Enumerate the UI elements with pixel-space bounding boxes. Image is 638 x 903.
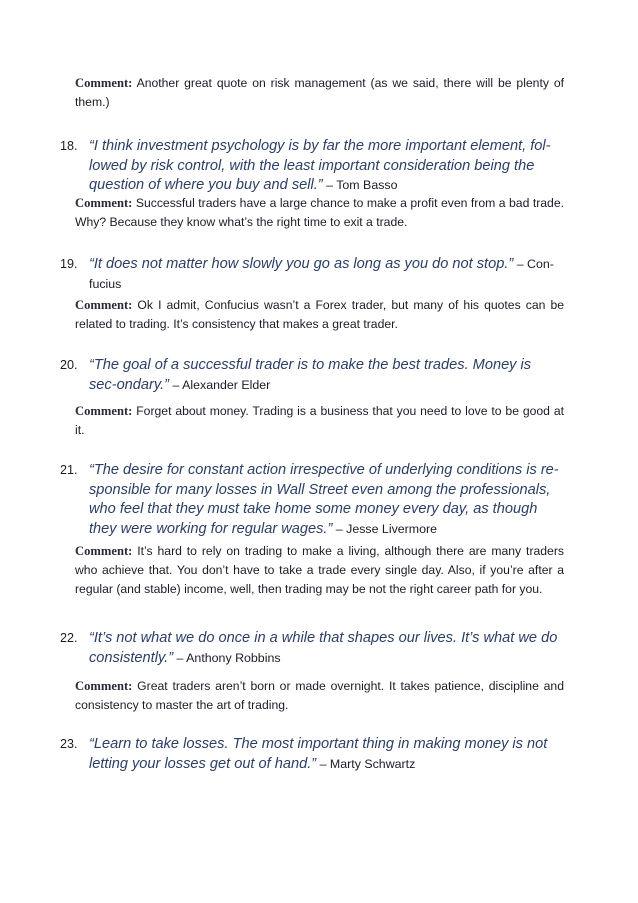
quote-item-22	[60, 629, 560, 668]
comment-text: It’s hard to rely on trading to make a living, although there are many traders who achieve that. You don’t have to take a trade every single day. Also, if you’re after a regular (and stable) income, well, then trading may be not the right career path for you.	[75, 544, 564, 596]
quote-text: “It does not matter how slowly you go as long as you do not stop.”	[89, 256, 514, 272]
quote-number: 19.	[60, 257, 78, 271]
quote-number: 23.	[60, 737, 78, 751]
quote-author: – Jesse Livermore	[332, 521, 438, 536]
quote-author: – Marty Schwartz	[316, 756, 416, 771]
quote-item-21	[60, 461, 560, 539]
quote-number: 18.	[60, 139, 78, 153]
quote-number: 22.	[60, 631, 78, 645]
quote-item-18	[60, 137, 560, 196]
comment-label: Comment:	[75, 298, 133, 312]
quote-author: – Alexander Elder	[169, 377, 271, 392]
comment-block	[75, 296, 564, 334]
quote-author: – Con-fucius	[89, 257, 554, 291]
quote-text: “Learn to take losses. The most important thing in making money is not letting your losses get out of hand.”	[89, 736, 548, 772]
comment-label: Comment:	[75, 679, 133, 693]
comment-text: Great traders aren’t born or made overnight. It takes patience, discipline and consistency to master the art of trading.	[75, 679, 564, 712]
quote-text: “I think investment psychology is by far the more important element, fol-lowed by risk control, with the least important consideration being the question of where you buy and sell.”	[89, 138, 551, 193]
comment-text: Forget about money. Trading is a business that you need to love to be good at it.	[75, 404, 564, 437]
comment-label: Comment:	[75, 544, 133, 558]
comment-block	[75, 542, 564, 599]
quote-text: “The desire for constant action irrespective of underlying conditions is re-sponsible for many losses in Wall Street even among the professionals, who feel that they must take home some money every day, as though they were working for regular wages.”	[89, 462, 559, 537]
quote-text: “It’s not what we do once in a while that shapes our lives. It’s what we do consistently.”	[89, 630, 558, 666]
comment-block	[75, 402, 564, 440]
quote-item-20	[60, 356, 560, 395]
quote-number: 21.	[60, 463, 78, 477]
quote-author: – Tom Basso	[322, 178, 398, 192]
quote-item-23	[60, 735, 560, 774]
comment-block	[75, 677, 564, 715]
comment-block	[75, 194, 564, 232]
comment-label: Comment:	[75, 76, 133, 90]
quote-author: – Anthony Robbins	[173, 650, 281, 665]
comment-block	[75, 74, 564, 112]
quote-item-19	[60, 255, 560, 294]
comment-label: Comment:	[75, 196, 133, 210]
comment-text: Ok I admit, Confucius wasn’t a Forex trader, but many of his quotes can be related to trading. It’s consistency that makes a great trader.	[75, 298, 564, 331]
comment-label: Comment:	[75, 404, 133, 418]
quote-number: 20.	[60, 358, 78, 372]
comment-text: Another great quote on risk management (as we said, there will be plenty of them.)	[75, 76, 564, 109]
quote-text: “The goal of a successful trader is to make the best trades. Money is sec-ondary.”	[89, 357, 532, 393]
comment-text: Successful traders have a large chance to make a profit even from a bad trade. Why? Because they know what’s the right time to exit a trade.	[75, 196, 564, 229]
